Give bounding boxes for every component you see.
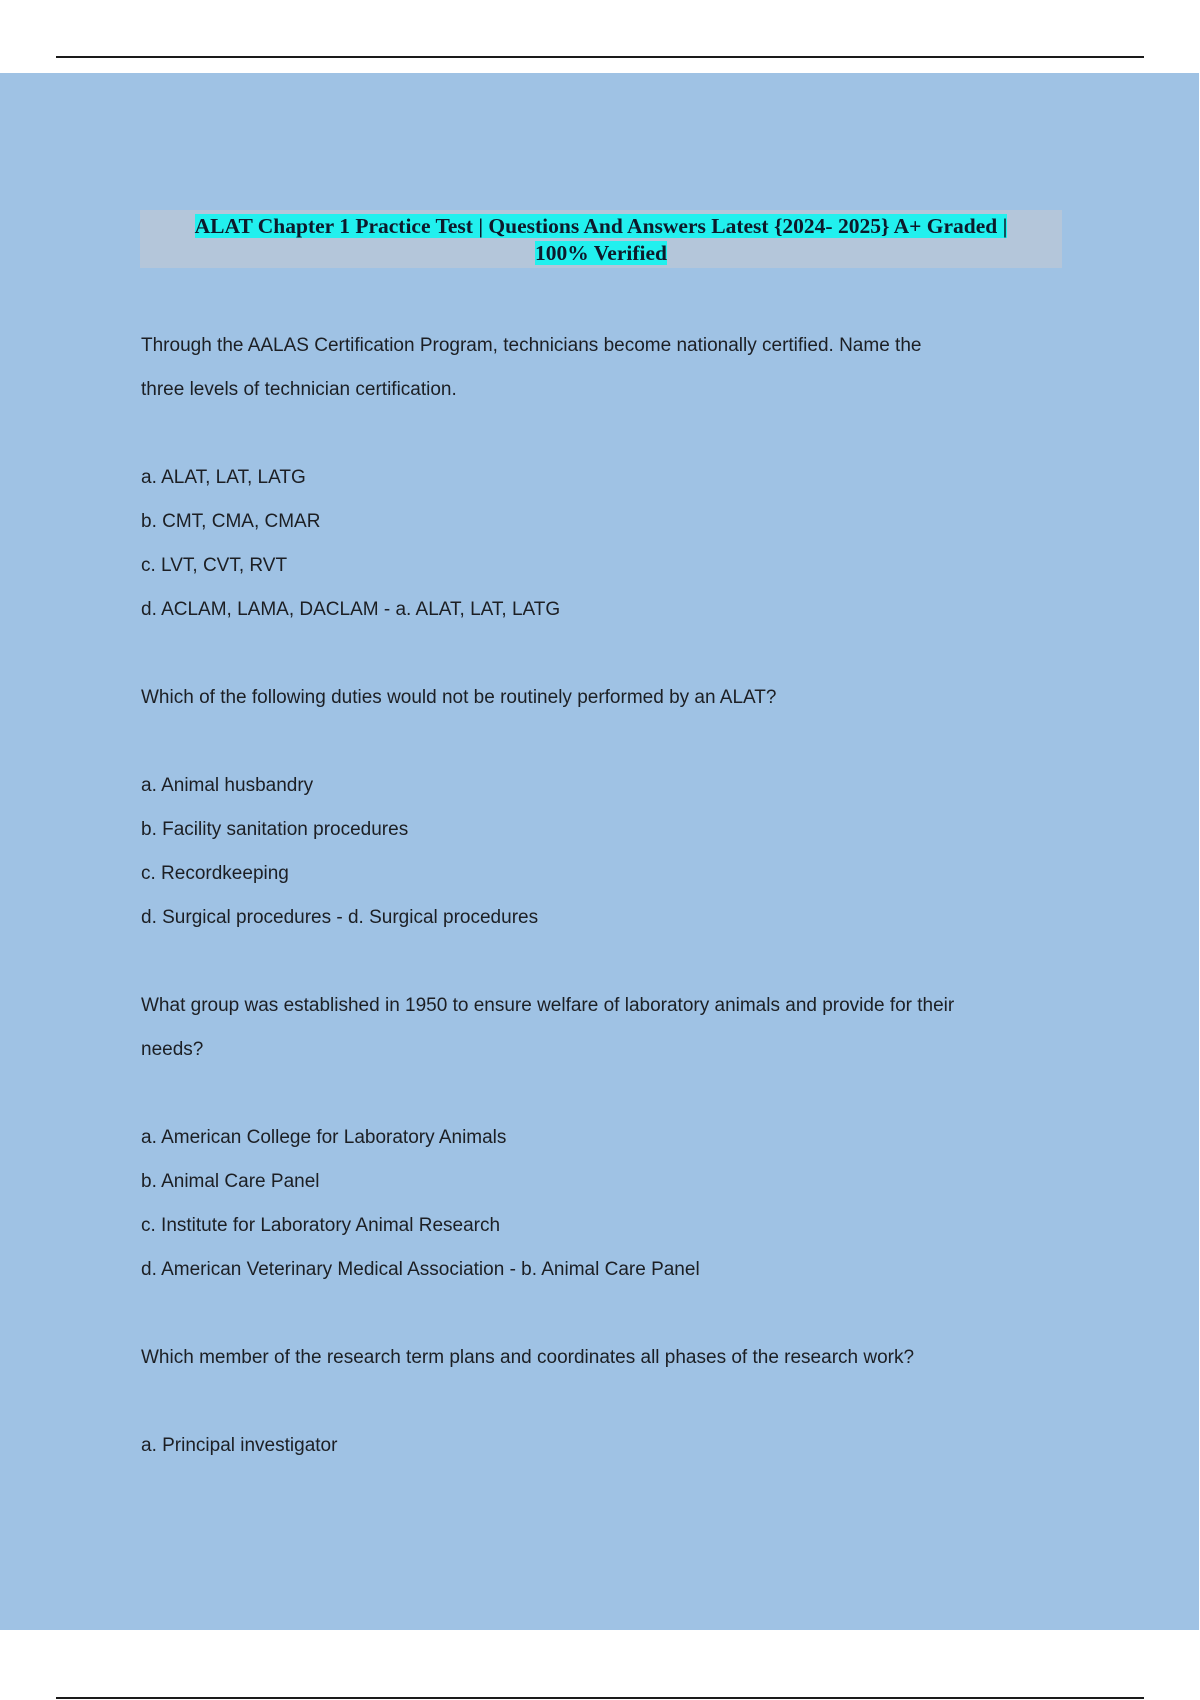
- question-2-option-d: d. Surgical procedures - d. Surgical procedures: [141, 907, 539, 928]
- question-4-stem-line-1: Which member of the research term plans and coordinates all phases of the research work?: [141, 1347, 915, 1368]
- title-line-1: ALAT Chapter 1 Practice Test | Questions And Answers Latest {2024- 2025} A+ Graded |: [194, 214, 1008, 238]
- question-3-option-d: d. American Veterinary Medical Association - b. Animal Care Panel: [141, 1259, 700, 1280]
- question-3-option-b: b. Animal Care Panel: [141, 1171, 320, 1192]
- question-1-option-b: b. CMT, CMA, CMAR: [141, 511, 321, 532]
- question-2-stem-line-1: Which of the following duties would not be routinely performed by an ALAT?: [141, 687, 777, 708]
- question-1-stem-line-1: Through the AALAS Certification Program, technicians become nationally certified. Name the: [141, 335, 922, 356]
- question-3-option-c: c. Institute for Laboratory Animal Research: [141, 1215, 501, 1236]
- question-2-option-c: c. Recordkeeping: [141, 863, 289, 884]
- questions-body: [141, 324, 1041, 1468]
- question-1-option-a: a. ALAT, LAT, LATG: [141, 467, 306, 488]
- question-1-option-c: c. LVT, CVT, RVT: [141, 555, 288, 576]
- title-line-2: 100% Verified: [535, 241, 667, 265]
- bottom-rule: [56, 1697, 1144, 1699]
- top-rule: [56, 56, 1144, 58]
- document-title: [140, 210, 1062, 268]
- question-1-stem-line-2: three levels of technician certification.: [141, 379, 457, 400]
- question-3-option-a: a. American College for Laboratory Animals: [141, 1127, 507, 1148]
- question-3-stem-line-2: needs?: [141, 1039, 204, 1060]
- question-3-stem-line-1: What group was established in 1950 to ensure welfare of laboratory animals and provide for their: [141, 995, 955, 1016]
- question-1-option-d: d. ACLAM, LAMA, DACLAM - a. ALAT, LAT, LATG: [141, 599, 561, 620]
- question-2-option-b: b. Facility sanitation procedures: [141, 819, 409, 840]
- question-4-option-a: a. Principal investigator: [141, 1435, 338, 1456]
- question-2-option-a: a. Animal husbandry: [141, 775, 314, 796]
